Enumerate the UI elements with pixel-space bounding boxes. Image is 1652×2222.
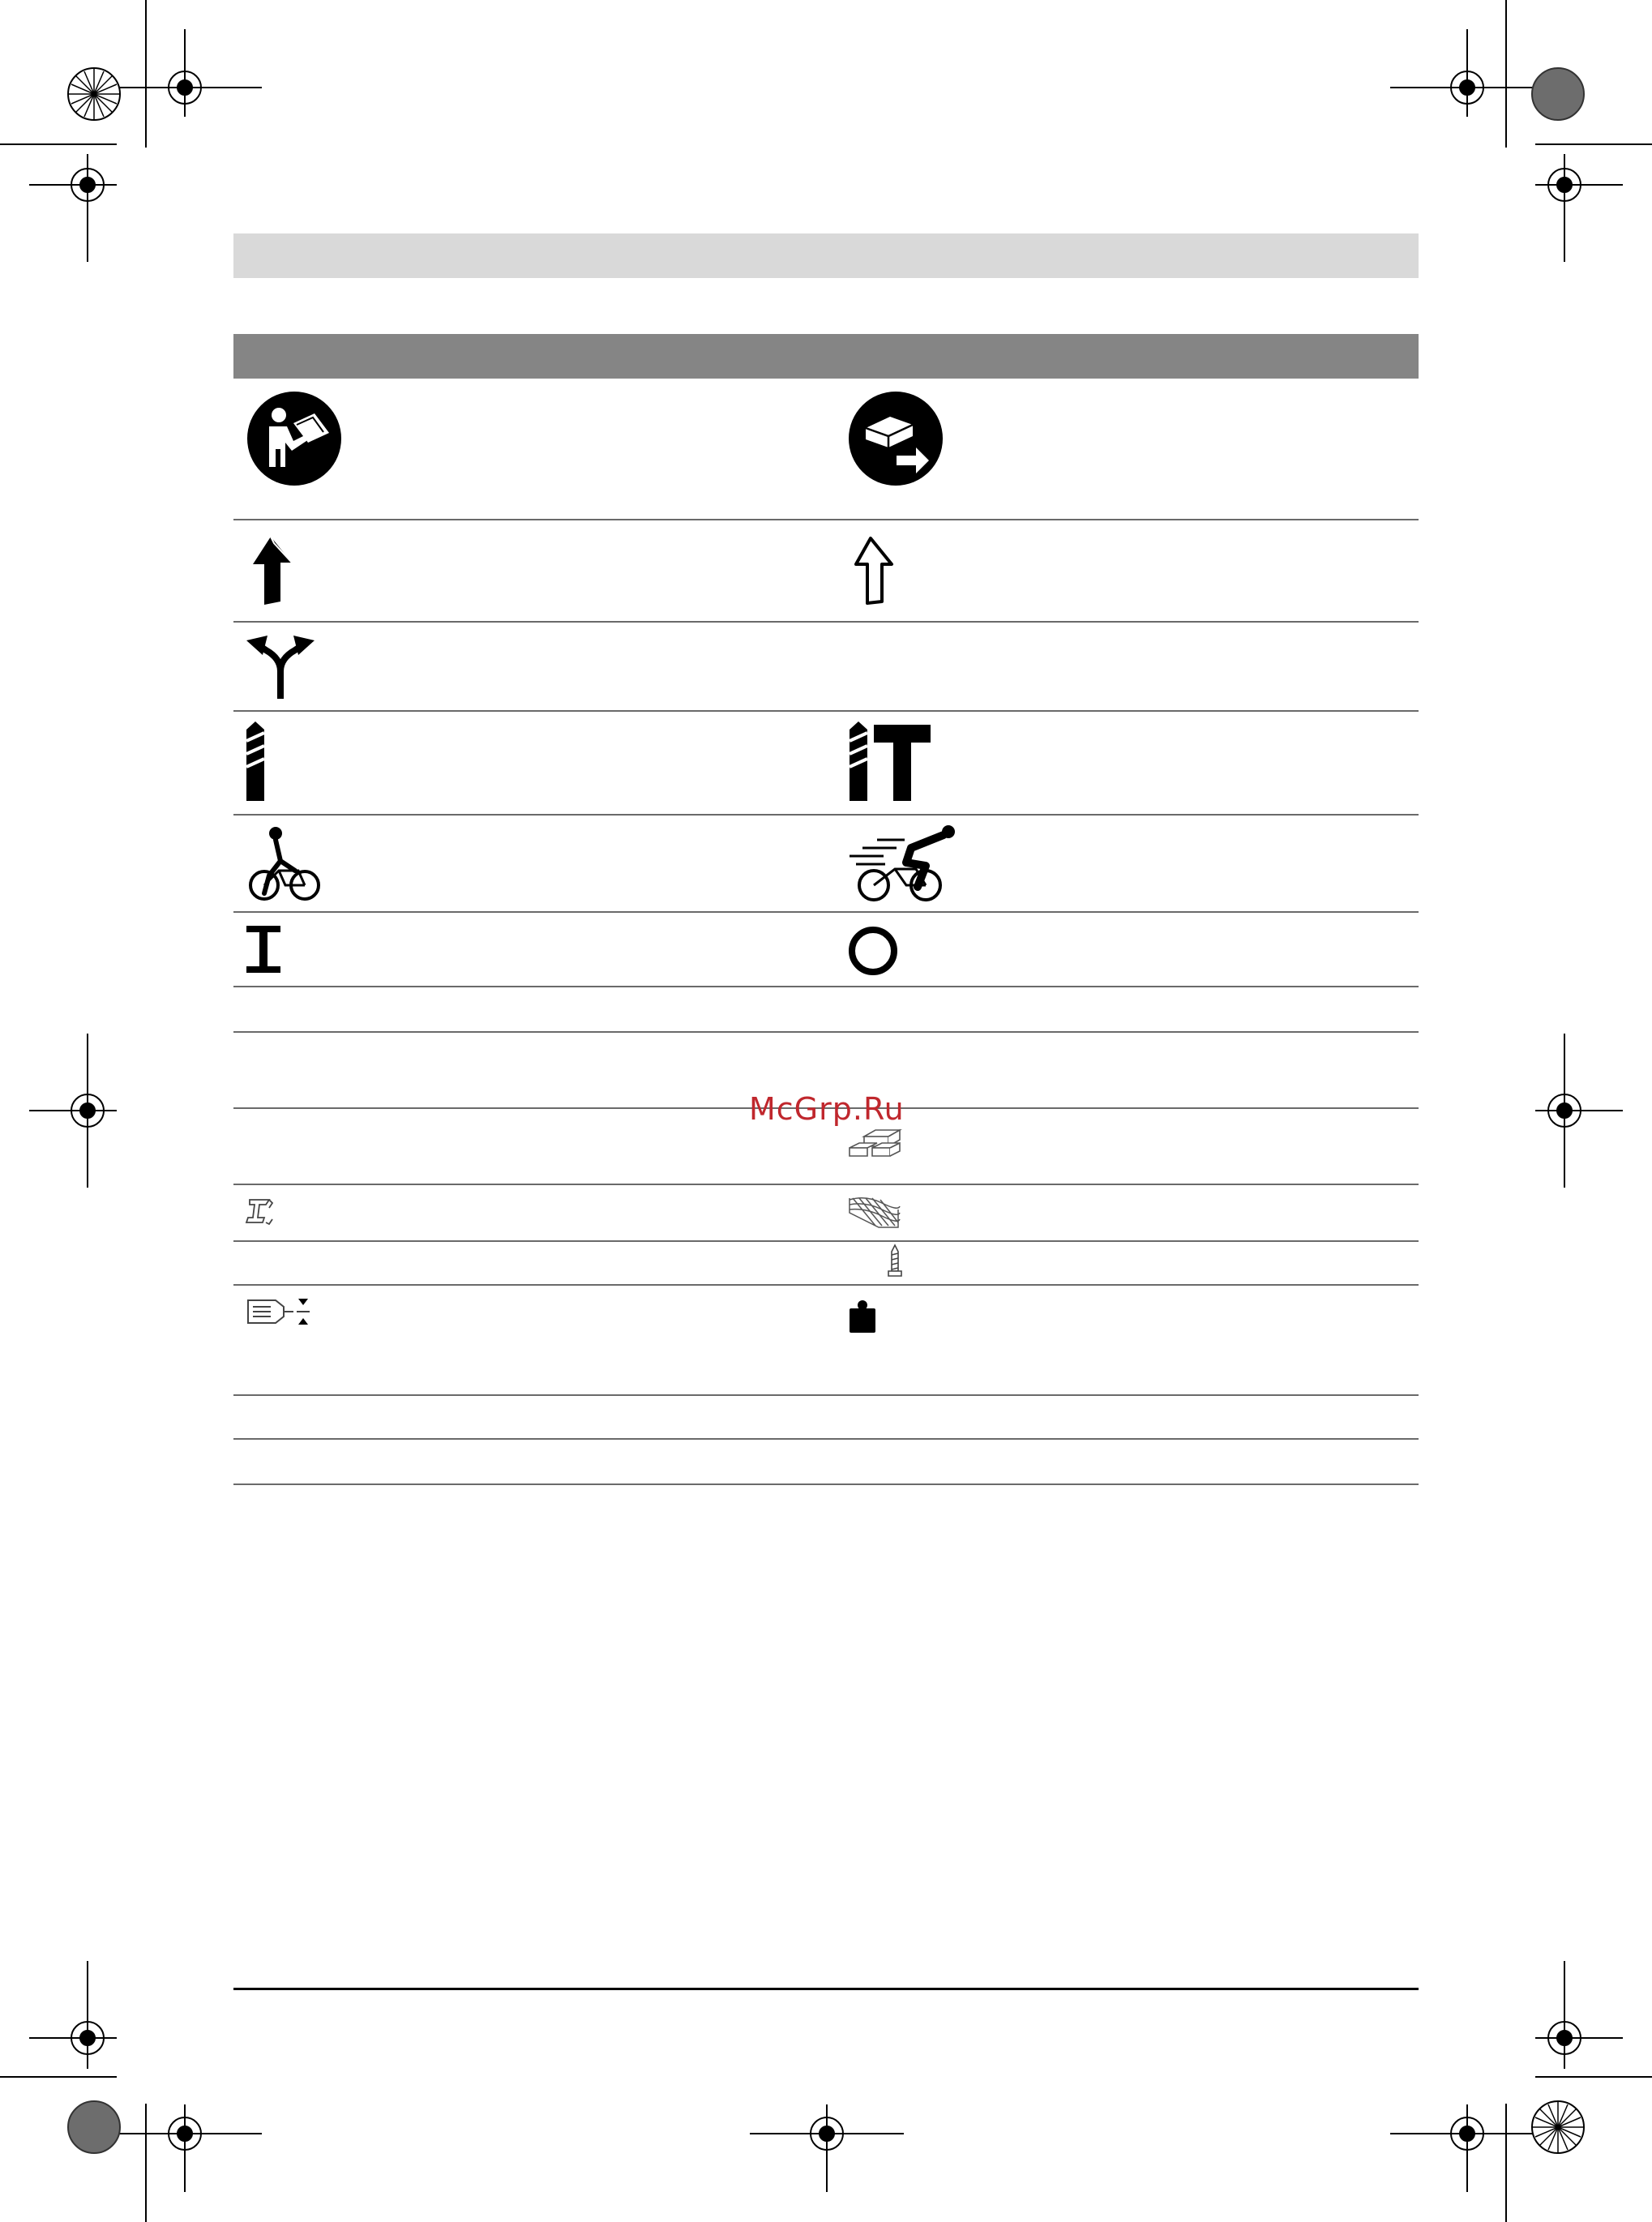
hammer-drill-icon	[848, 720, 932, 803]
fork-arrow-icon	[245, 632, 316, 700]
table-rule	[233, 710, 1419, 712]
drill-bit-icon	[245, 720, 266, 803]
table-rule	[233, 814, 1419, 816]
table-rule	[233, 1394, 1419, 1396]
header-bar-dark	[233, 334, 1419, 379]
wood-icon	[848, 1195, 901, 1229]
table-rule	[233, 1184, 1419, 1185]
weight-icon	[848, 1299, 877, 1333]
arrow-up-filled-icon	[248, 535, 297, 605]
header-bar-light	[233, 233, 1419, 278]
masonry-icon	[848, 1125, 909, 1158]
on-icon	[246, 926, 280, 973]
watermark: McGrp.Ru	[749, 1091, 905, 1127]
arrow-up-outline-icon	[850, 535, 898, 605]
table-rule	[233, 986, 1419, 987]
footer-rule	[233, 1988, 1419, 1990]
screw-icon	[887, 1244, 903, 1279]
table-rule	[233, 1284, 1419, 1286]
chuck-icon	[245, 1295, 310, 1328]
read-manual-icon	[246, 391, 342, 486]
table-rule	[233, 621, 1419, 623]
steel-icon	[245, 1197, 276, 1227]
slow-speed-icon	[248, 825, 323, 903]
table-rule	[233, 1240, 1419, 1242]
table-rule	[233, 1438, 1419, 1440]
fast-speed-icon	[848, 825, 957, 903]
table-rule	[233, 519, 1419, 520]
table-rule	[233, 1031, 1419, 1033]
table-rule	[233, 1483, 1419, 1485]
accessories-icon	[848, 391, 944, 486]
off-icon	[848, 926, 898, 976]
table-rule	[233, 911, 1419, 913]
